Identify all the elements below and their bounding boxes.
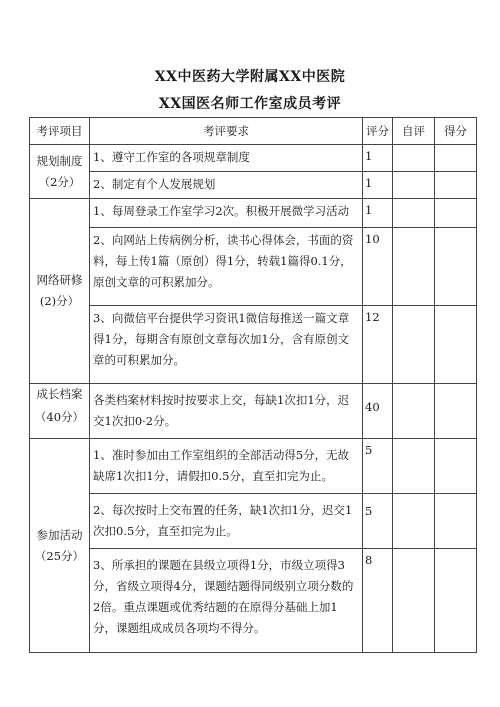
header-score: 评分 bbox=[363, 118, 393, 145]
table-row bbox=[30, 384, 477, 439]
requirement-cell: 2、每次按时上交布置的任务，缺1次扣1分，迟交1次扣0.5分，直至扣完为止。 bbox=[90, 494, 363, 549]
points-got-cell[interactable] bbox=[435, 384, 477, 439]
points-got-cell[interactable] bbox=[435, 439, 477, 494]
table-row bbox=[30, 439, 477, 494]
points-got-cell[interactable] bbox=[435, 494, 477, 549]
requirement-cell: 1、遵守工作室的各项规章制度 bbox=[90, 145, 363, 172]
score-cell: 40 bbox=[363, 384, 393, 439]
requirement-cell: 2、制定有个人发展规划 bbox=[90, 172, 363, 199]
points-got-cell[interactable] bbox=[435, 549, 477, 653]
category-points: （40分） bbox=[34, 410, 85, 424]
score-cell: 5 bbox=[363, 494, 393, 549]
category-cell bbox=[30, 199, 90, 384]
table-row bbox=[30, 199, 477, 228]
points-got-cell[interactable] bbox=[435, 199, 477, 228]
category-cell bbox=[30, 145, 90, 199]
header-item: 考评项目 bbox=[30, 118, 90, 145]
category-name: 成长档案 bbox=[36, 387, 83, 401]
self-eval-cell[interactable] bbox=[393, 145, 435, 172]
self-eval-cell[interactable] bbox=[393, 172, 435, 199]
header-requirement: 考评要求 bbox=[90, 118, 363, 145]
requirement-cell: 1、准时参加由工作室组织的全部活动得5分，无故缺席1次扣1分，请假扣0.5分，直至扣完为止。 bbox=[90, 439, 363, 494]
evaluation-table bbox=[29, 117, 477, 653]
score-cell: 1 bbox=[363, 145, 393, 172]
category-points: （2分） bbox=[38, 174, 81, 189]
self-eval-cell[interactable] bbox=[393, 549, 435, 653]
score-cell: 12 bbox=[363, 306, 393, 384]
table-row bbox=[30, 228, 477, 306]
category-cell bbox=[30, 439, 90, 653]
header-points-got: 得分 bbox=[435, 118, 477, 145]
table-row bbox=[30, 549, 477, 653]
score-cell: 8 bbox=[363, 549, 393, 653]
table-row bbox=[30, 172, 477, 199]
requirement-cell: 3、向微信平台提供学习资讯1微信每推送一篇文章得1分，每期含有原创文章每次加1分，含有原创文章的可积累加分。 bbox=[90, 306, 363, 384]
header-row bbox=[30, 118, 477, 145]
category-name: 参加活动 bbox=[36, 527, 83, 542]
self-eval-cell[interactable] bbox=[393, 306, 435, 384]
header-self-eval: 自评 bbox=[393, 118, 435, 145]
self-eval-cell[interactable] bbox=[393, 439, 435, 494]
points-got-cell[interactable] bbox=[435, 306, 477, 384]
self-eval-cell[interactable] bbox=[393, 228, 435, 306]
category-name: 网络研修 bbox=[36, 273, 83, 287]
title-line-2: XX国医名师工作室成员考评 bbox=[158, 96, 342, 112]
category-points: （25分） bbox=[34, 548, 85, 563]
title-line-1: XX中医药大学附属XX中医院 bbox=[154, 69, 346, 85]
category-points: (2)分） bbox=[39, 294, 80, 308]
table-row bbox=[30, 494, 477, 549]
self-eval-cell[interactable] bbox=[393, 384, 435, 439]
requirement-cell: 各类档案材料按时按要求上交，每缺1次扣1分，迟交1次扣0·2分。 bbox=[90, 384, 363, 439]
requirement-cell: 3、所承担的课题在县级立项得1分，市级立项得3分，省级立项得4分，课题结题得同级别立项分数的2倍。重点课题或优秀结题的在原得分基础上加1分，课题组成成员各项均不得分。 bbox=[90, 549, 363, 653]
category-cell bbox=[30, 384, 90, 439]
score-cell: 1 bbox=[363, 172, 393, 199]
self-eval-cell[interactable] bbox=[393, 494, 435, 549]
category-name: 规划制度 bbox=[36, 153, 83, 168]
points-got-cell[interactable] bbox=[435, 228, 477, 306]
requirement-cell: 1、每周登录工作室学习2次。积极开展微学习活动 bbox=[90, 199, 363, 228]
score-cell: 5 bbox=[363, 439, 393, 494]
table-row bbox=[30, 145, 477, 172]
points-got-cell[interactable] bbox=[435, 172, 477, 199]
score-cell: 10 bbox=[363, 228, 393, 306]
score-cell: 1 bbox=[363, 199, 393, 228]
requirement-cell: 2、向网站上传病例分析，读书心得体会，书面的资料，每上传1篇（原创）得1分，转载1篇得0.1分，原创文章的可积累加分。 bbox=[90, 228, 363, 306]
table-row bbox=[30, 306, 477, 384]
points-got-cell[interactable] bbox=[435, 145, 477, 172]
self-eval-cell[interactable] bbox=[393, 199, 435, 228]
